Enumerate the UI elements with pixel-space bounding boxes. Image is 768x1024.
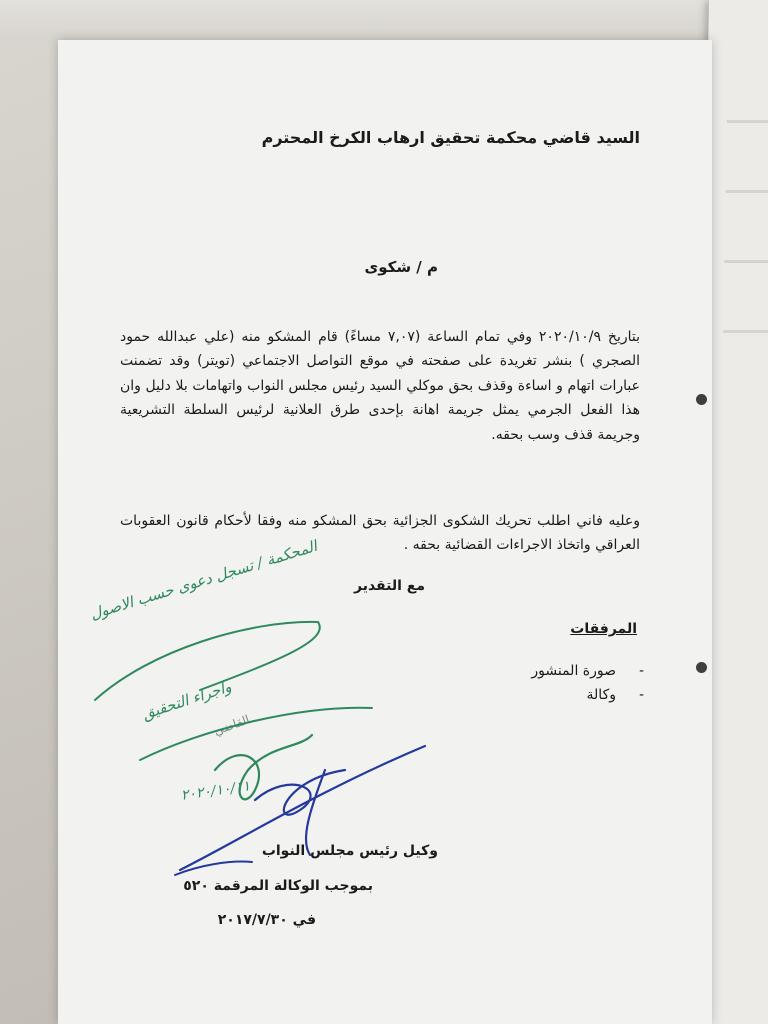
complaint-paragraph: بتاريخ ٢٠٢٠/١٠/٩ وفي تمام الساعة (٧,٠٧ مساءً) قام المشكو منه (علي عبدالله حمود الصجري ) بنشر تغريدة على صفحته في موقع التواصل الاجتماعي (تويتر) وقد تضمنت عبارات اتهام و اساءة وقذف بحق موكلي السيد رئيس مجلس النواب واتهامات بلا دليل وان هذا الفعل الجرمي يمثل جريمة اهانة بإحدى طرق العلانية لرئيس السلطة التشريعية وجريمة قذف وسب بحقه. <box>120 329 640 443</box>
punch-hole <box>696 394 707 405</box>
attachments-list <box>531 659 644 707</box>
background-paper-top <box>0 0 768 40</box>
punch-hole <box>696 662 707 673</box>
bullet-dash: - <box>638 687 644 703</box>
attachment-item <box>531 683 644 707</box>
attorney-date-line: في ٢٠١٧/٧/٣٠ <box>217 912 316 928</box>
signatory-title: وكيل رئيس مجلس النواب <box>261 843 438 859</box>
attachment-item <box>531 659 644 683</box>
subject-line: م / شكوى <box>364 258 438 276</box>
handwritten-note-line2: واجراء التحقيق <box>140 677 234 724</box>
attachment-label: وكالة <box>586 687 616 703</box>
handwritten-date: ٢٠٢٠/١٠/١١ <box>180 778 252 804</box>
power-of-attorney-line: بموجب الوكالة المرقمة ٥٢٠ <box>183 878 373 894</box>
addressee-heading: السيد قاضي محكمة تحقيق ارهاب الكرخ المحترم <box>261 128 640 147</box>
regards-line: مع التقدير <box>353 578 425 594</box>
bullet-dash: - <box>638 663 644 679</box>
attachment-label: صورة المنشور <box>531 663 616 679</box>
attachments-title: المرفقات <box>570 621 637 637</box>
judge-stamp: القاضي <box>212 712 252 739</box>
request-paragraph: وعليه فاني اطلب تحريك الشكوى الجزائية بحق المشكو منه وفقا لأحكام قانون العقوبات العراقي واتخاذ الاجراءات القضائية بحقه . <box>120 513 640 554</box>
handwritten-note-line1: المحكمة / تسجل دعوى حسب الاصول <box>88 536 320 624</box>
